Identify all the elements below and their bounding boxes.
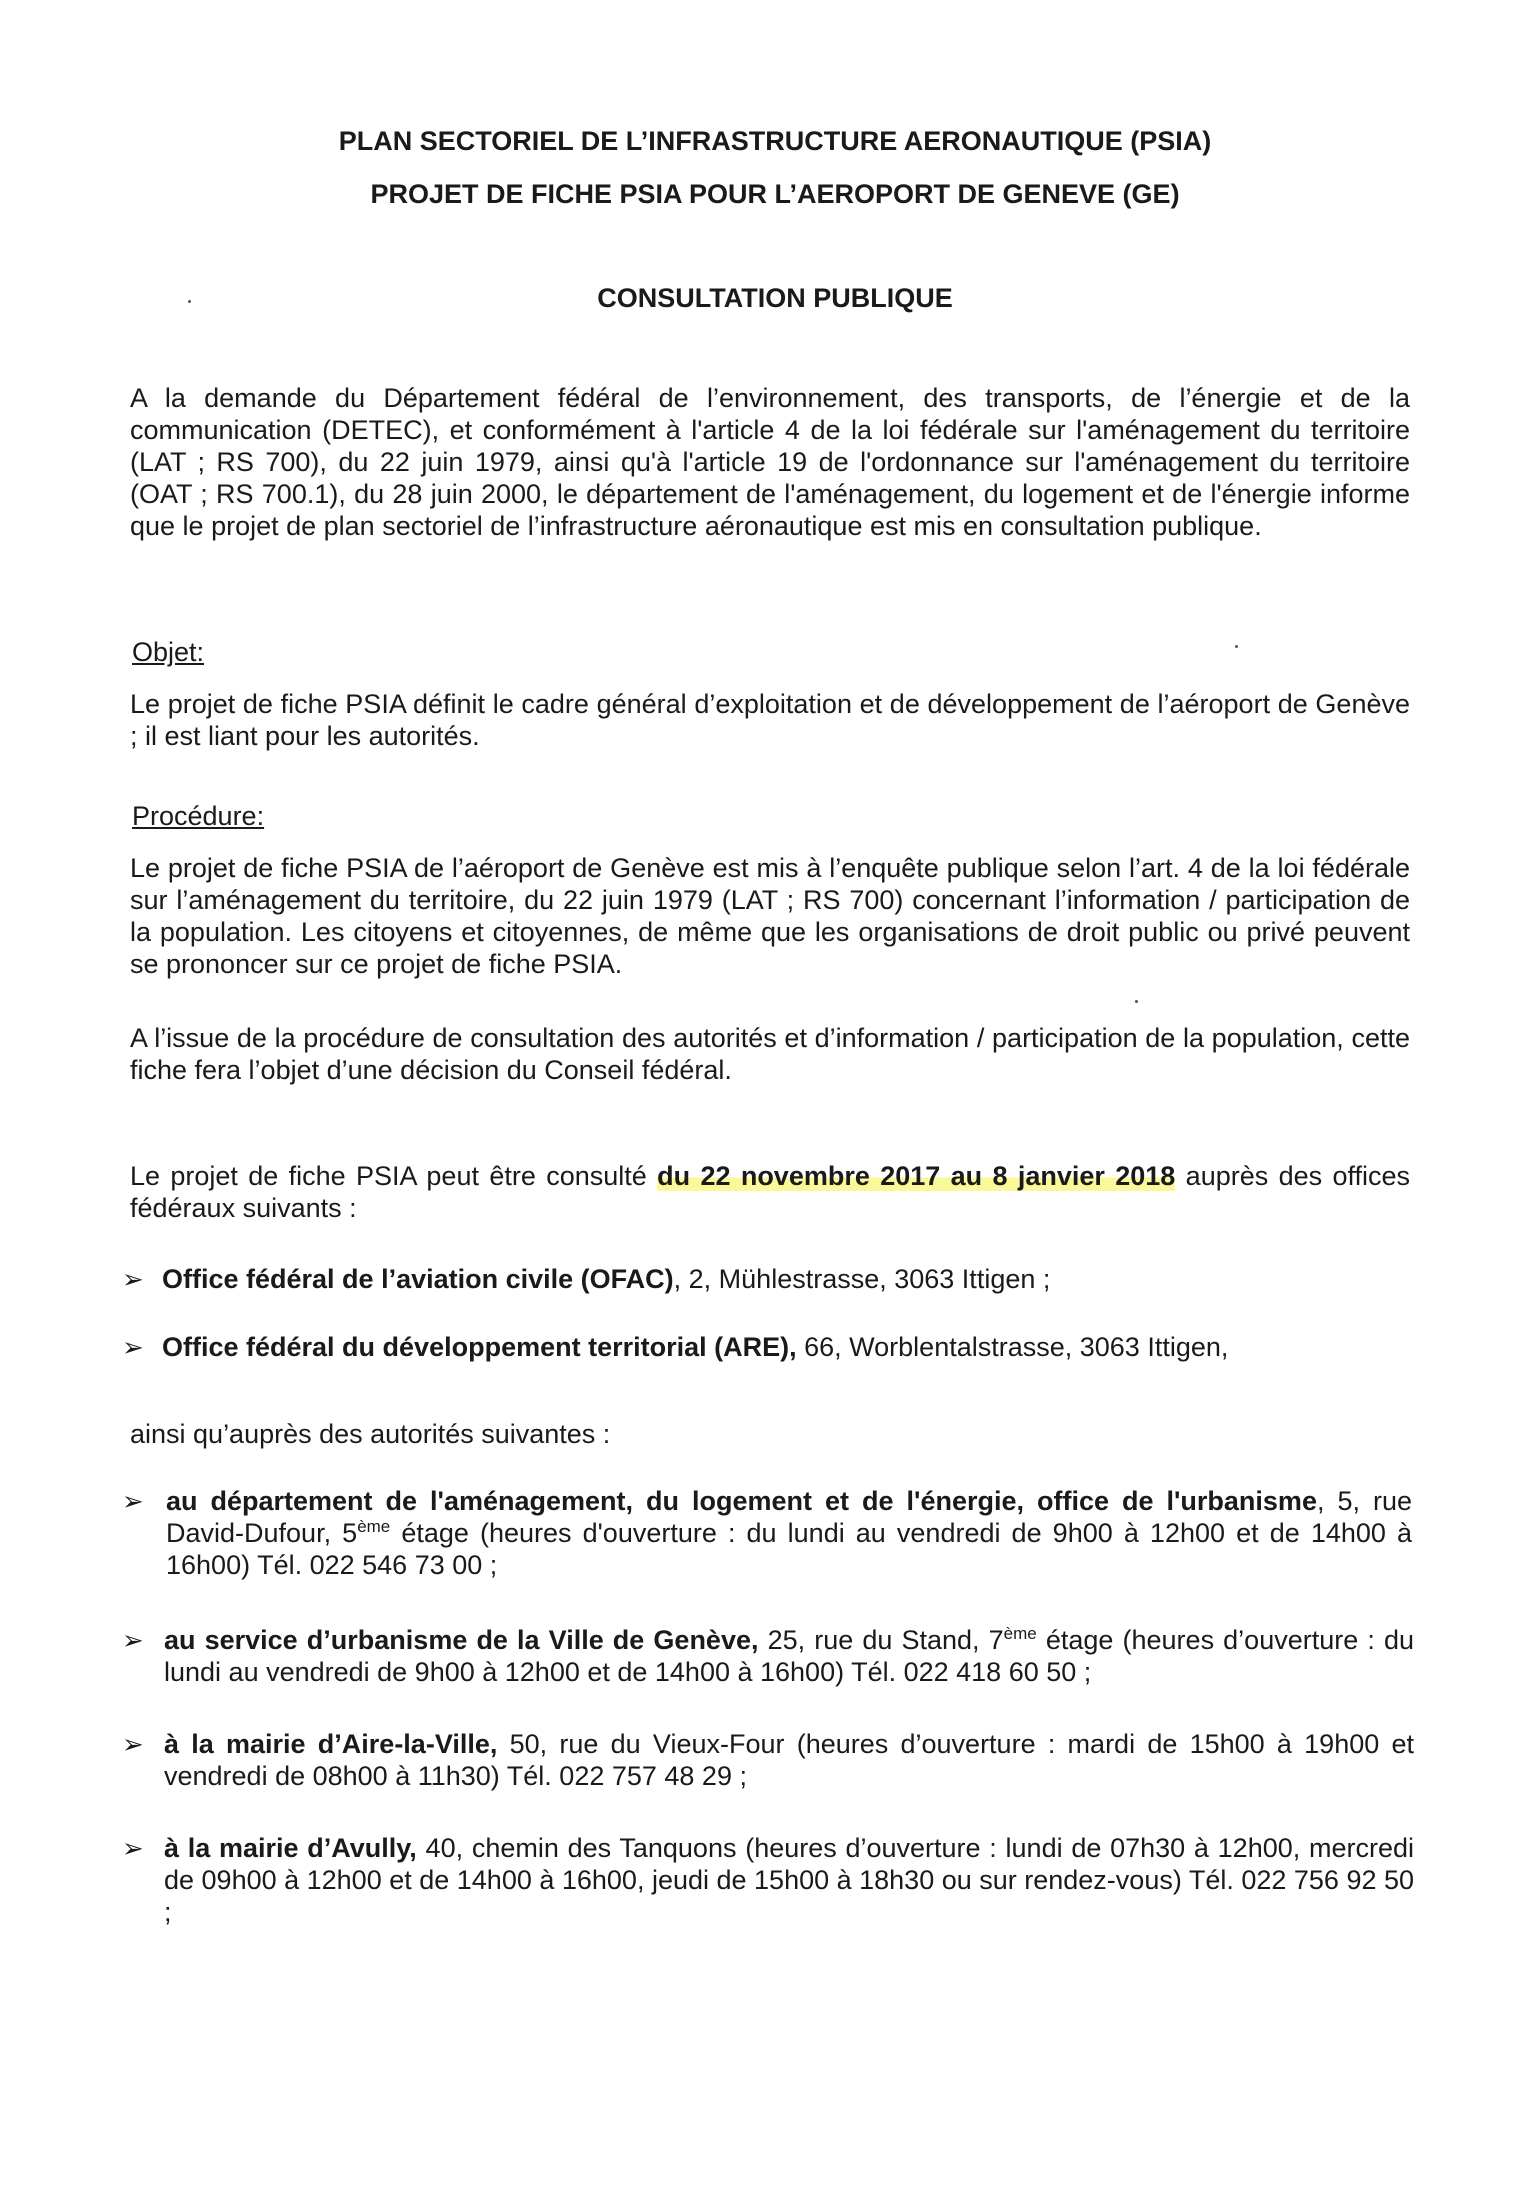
procedure-paragraph-2: A l’issue de la procédure de consultation des autorités et d’information / participation de la population, cette fiche fera l’objet d’une décision du Conseil fédéral.: [130, 1023, 1410, 1085]
office-name: Office fédéral de l’aviation civile (OFAC): [162, 1264, 674, 1294]
authority-name: à la mairie d’Aire-la-Ville,: [164, 1729, 498, 1759]
office-address: 66, Worblentalstrasse, 3063 Ittigen,: [796, 1332, 1229, 1362]
ordinal-suffix: ème: [1003, 1624, 1037, 1643]
authority-name: à la mairie d’Avully,: [164, 1833, 417, 1863]
procedure-label: Procédure:: [132, 801, 265, 831]
objet-label: Objet:: [132, 637, 205, 667]
arrow-bullet-icon: ➢: [122, 1264, 144, 1294]
arrow-bullet-icon: ➢: [122, 1729, 144, 1759]
consultation-text-after: auprès des offices fédéraux suivants :: [130, 1161, 1411, 1223]
document-subtitle: CONSULTATION PUBLIQUE: [597, 283, 953, 313]
ordinal-suffix: ème: [357, 1517, 391, 1536]
document-title-line1: PLAN SECTORIEL DE L’INFRASTRUCTURE AERONAUTIQUE (PSIA): [338, 126, 1212, 156]
document-title-line2: PROJET DE FICHE PSIA POUR L’AEROPORT DE GENEVE (GE): [370, 179, 1180, 209]
authority-text: [164, 1832, 1414, 1928]
arrow-bullet-icon: ➢: [122, 1625, 144, 1655]
authority-hours: étage (heures d'ouverture : du lundi au vendredi de 9h00 à 12h00 et de 14h00 à 16h00) Tél. 022 546 73 00 ;: [166, 1518, 1412, 1580]
authority-hours: étage (heures d’ouverture : du lundi au vendredi de 9h00 à 12h00 et de 14h00 à 16h00) Tél. 022 418 60 50 ;: [164, 1625, 1414, 1687]
office-name: Office fédéral du développement territorial (ARE),: [162, 1332, 797, 1362]
authority-text: [164, 1728, 1414, 1792]
scan-speck: [1235, 645, 1238, 648]
consultation-period-paragraph: [130, 1160, 1410, 1224]
office-text: [162, 1331, 1412, 1363]
arrow-bullet-icon: ➢: [122, 1332, 144, 1362]
scan-speck: [188, 300, 191, 303]
office-text: [162, 1263, 1412, 1295]
authority-address: 50, rue du Vieux-Four (heures d’ouverture : mardi de 15h00 à 19h00 et vendredi de 08h00 à 11h30) Tél. 022 757 48 29 ;: [164, 1729, 1414, 1791]
arrow-bullet-icon: ➢: [122, 1833, 144, 1863]
authority-text: [164, 1624, 1414, 1688]
authority-text: [166, 1485, 1412, 1581]
authority-address: , 5, rue David-Dufour, 5: [166, 1486, 1413, 1548]
authority-name: au service d’urbanisme de la Ville de Genève,: [164, 1625, 759, 1655]
procedure-paragraph-1: Le projet de fiche PSIA de l’aéroport de Genève est mis à l’enquête publique selon l’art. 4 de la loi fédérale sur l’aménagement du territoire, du 22 juin 1979 (LAT ; RS 700) concernant l’information / participation de la population. Les citoyens et citoyennes, de même que les organisations de droit public ou privé peuvent se prononcer sur ce projet de fiche PSIA.: [130, 853, 1410, 979]
authority-name: au département de l'aménagement, du logement et de l'énergie, office de l'urbanisme: [166, 1486, 1317, 1516]
office-address: , 2, Mühlestrasse, 3063 Ittigen ;: [673, 1264, 1051, 1294]
arrow-bullet-icon: ➢: [122, 1486, 144, 1516]
objet-paragraph: Le projet de fiche PSIA définit le cadre général d’exploitation et de développement de l’aéroport de Genève ; il est liant pour les autorités.: [130, 689, 1410, 751]
intro-paragraph: A la demande du Département fédéral de l’environnement, des transports, de l’énergie et de la communication (DETEC), et conformément à l'article 4 de la loi fédérale sur l'aménagement du territoire (LAT ; RS 700), du 22 juin 1979, ainsi qu'à l'article 19 de l'ordonnance sur l'aménagement du territoire (OAT ; RS 700.1), du 28 juin 2000, le département de l'aménagement, du logement et de l'énergie informe que le projet de plan sectoriel de l’infrastructure aéronautique est mis en consultation publique.: [130, 383, 1410, 541]
authorities-intro: ainsi qu’auprès des autorités suivantes :: [130, 1419, 611, 1449]
consultation-text-before: Le projet de fiche PSIA peut être consulté: [130, 1161, 658, 1191]
authority-address: 40, chemin des Tanquons (heures d’ouverture : lundi de 07h30 à 12h00, mercredi de 09h00 à 12h00 et de 14h00 à 16h00, jeudi de 15h00 à 18h30 ou sur rendez-vous) Tél. 022 756 92 50 ;: [164, 1833, 1415, 1927]
scan-speck: [1135, 1000, 1138, 1003]
authority-address: 25, rue du Stand, 7: [758, 1625, 1004, 1655]
consultation-dates: du 22 novembre 2017 au 8 janvier 2018: [657, 1161, 1176, 1191]
